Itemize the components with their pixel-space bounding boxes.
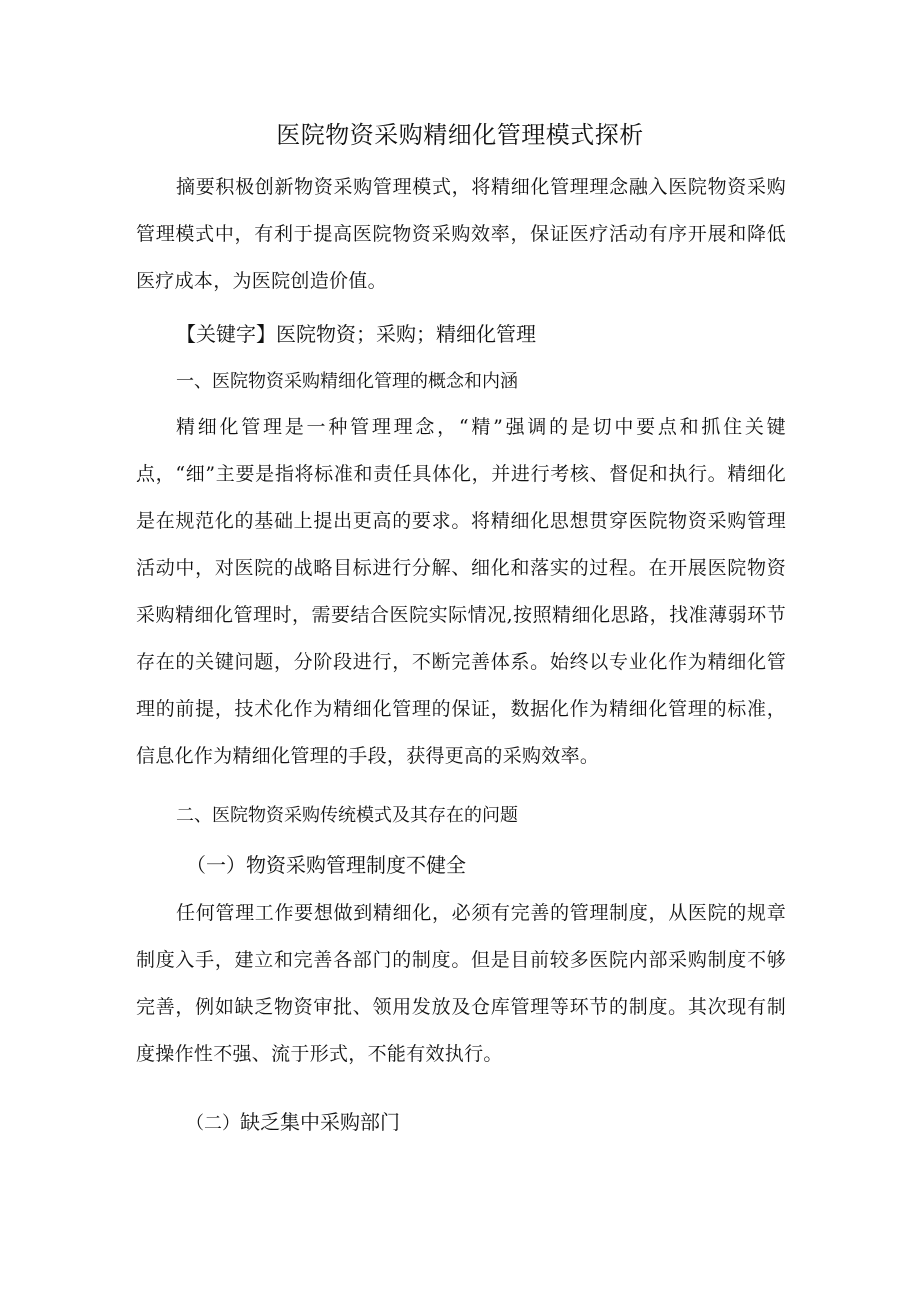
subsection2-number: （二）	[186, 1113, 240, 1134]
section2-heading: 二、医院物资采购传统模式及其存在的问题	[176, 805, 518, 826]
subsection2-heading	[186, 1100, 400, 1146]
section1-heading: 一、医院物资采购精细化管理的概念和内涵	[176, 371, 518, 392]
document-title: 医院物资采购精细化管理模式探析	[276, 121, 644, 149]
subsection1-heading: （一）物资采购管理制度不健全	[186, 853, 466, 877]
section1-paragraph: 精细化管理是一种管理理念，“精”强调的是切中要点和抓住关键点，“细”主要是指将标准和责任具体化，并进行考核、督促和执行。精细化是在规范化的基础上提出更高的要求。将精细化思想贯穿医院物资采购管理活动中，对医院的战略目标进行分解、细化和落实的过程。在开展医院物资采购精细化管理时，需要结合医院实际情况,按照精细化思路，找准薄弱环节存在的关键问题，分阶段进行，不断完善体系。始终以专业化作为精细化管理的前提，技术化作为精细化管理的保证，数据化作为精细化管理的标准，信息化作为精细化管理的手段，获得更高的采购效率。	[136, 416, 786, 767]
keywords-line: 【关键字】医院物资；采购；精细化管理	[176, 322, 536, 346]
subsection1-paragraph: 任何管理工作要想做到精细化，必须有完善的管理制度，从医院的规章制度入手，建立和完善各部门的制度。但是目前较多医院内部采购制度不够完善，例如缺乏物资审批、领用发放及仓库管理等环节的制度。其次现有制度操作性不强、流于形式，不能有效执行。	[136, 902, 786, 1065]
abstract-paragraph: 摘要积极创新物资采购管理模式，将精细化管理理念融入医院物资采购管理模式中，有利于提高医院物资采购效率，保证医疗活动有序开展和降低医疗成本，为医院创造价值。	[136, 176, 786, 292]
subsection2-title: 缺乏集中采购部门	[240, 1110, 400, 1134]
